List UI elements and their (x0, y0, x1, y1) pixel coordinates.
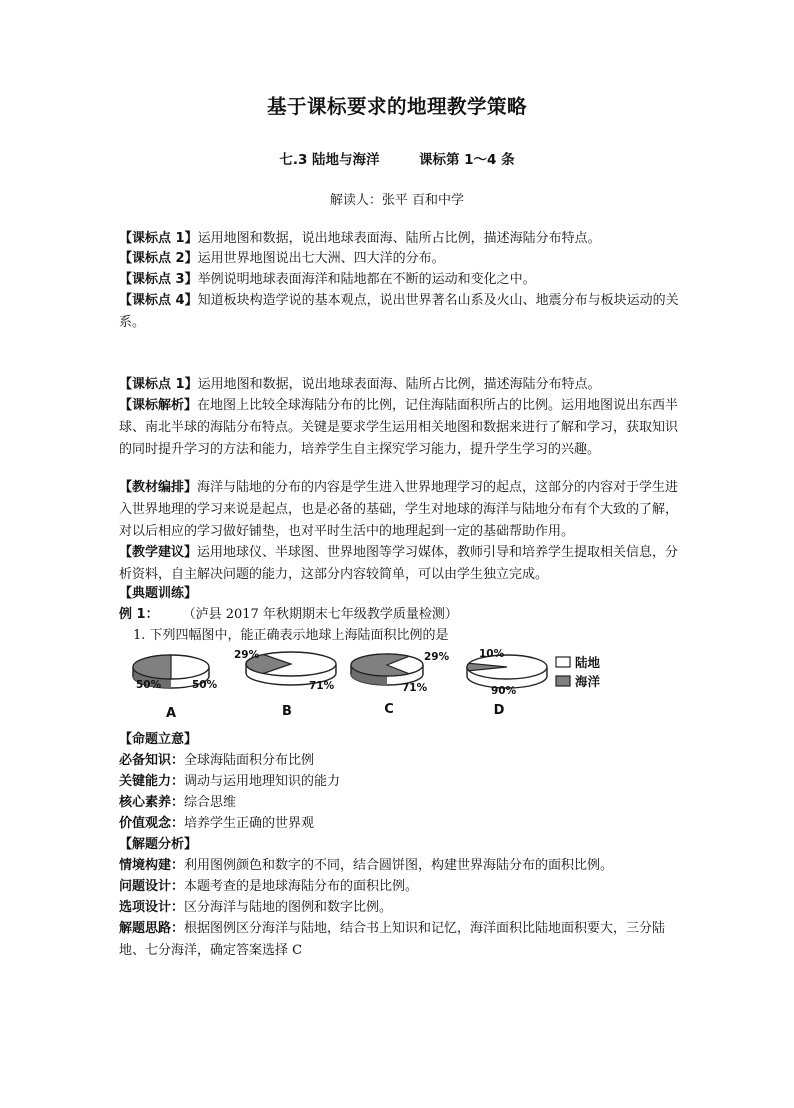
standard-tag: 【课标点 2】 (119, 251, 198, 266)
solution-item (119, 918, 679, 962)
solution-item (119, 855, 613, 877)
author-line: 解读人：张平 百和中学 (329, 193, 465, 208)
standard-text: 知道板块构造学说的基本观点，说出世界著名山系及火山、地震分布与板块运动的关系。 (119, 293, 679, 330)
example-label: 例 1： (119, 607, 159, 622)
point-tag: 【课标点 1】 (119, 377, 198, 392)
pie-percent-label: 90% (491, 685, 517, 697)
standard-text: 运用世界地图说出七大洲、四大洋的分布。 (197, 251, 445, 266)
pie-percent-label: 10% (479, 648, 505, 660)
intent-label: 价值观念： (119, 816, 185, 831)
standards-range: 课标第 1～4 条 (418, 152, 515, 168)
pie-percent-label: 50% (136, 679, 162, 691)
question-text: 1. 下列四幅图中，能正确表示地球上海陆面积比例的是 (133, 628, 449, 643)
intent-label: 关键能力： (119, 774, 185, 789)
legend-land-label: 陆地 (575, 655, 601, 670)
analysis-text: 在地图上比较全球海陆分布的比例，记住海陆面积所占的比例。运用地图说出东西半球、南北半球的海陆分布特点。关键是要求学生运用相关地图和数据来进行了解和学习，获取知识的同时提升学习的方法和能力，培养学生自主探究学习能力，提升学生学习的兴趣。 (119, 398, 679, 457)
legend-ocean-swatch (556, 676, 570, 686)
option-letter: B (282, 704, 292, 719)
option-letter: D (493, 703, 505, 718)
standard-text: 运用地图和数据，说出地球表面海、陆所占比例，描述海陆分布特点。 (197, 231, 601, 246)
legend-ocean-label: 海洋 (575, 674, 601, 689)
option-letter: C (384, 702, 394, 717)
pie-percent-label: 71% (402, 682, 428, 694)
analysis-tag: 【课标解析】 (119, 398, 198, 413)
legend-land-swatch (556, 657, 570, 667)
textbook-tag: 【教材编排】 (119, 480, 198, 495)
solution-item (119, 897, 392, 919)
solution-text: 区分海洋与陆地的图例和数字比例。 (184, 900, 393, 915)
suggestion-tag: 【教学建议】 (119, 545, 198, 560)
intent-item (119, 792, 236, 814)
intent-label: 必备知识： (119, 753, 185, 768)
pie-percent-label: 71% (309, 680, 335, 692)
intent-item (119, 750, 314, 772)
intent-item (119, 771, 340, 793)
standard-tag: 【课标点 1】 (119, 231, 198, 246)
intent-text: 培养学生正确的世界观 (184, 816, 315, 831)
solution-header: 【解题分析】 (119, 837, 198, 852)
suggestion-text: 运用地球仪、半球图、世界地图等学习媒体，教师引导和培养学生提取相关信息，分析资料，自主解决问题的能力，这部分内容较简单，可以由学生独立完成。 (119, 545, 679, 582)
solution-label: 解题思路： (119, 921, 185, 936)
standard-tag: 【课标点 3】 (119, 272, 198, 287)
solution-text: 根据图例区分海洋与陆地，结合书上知识和记忆，海洋面积比陆地面积要大，三分陆地、七分海洋，确定答案选择 C (119, 921, 666, 958)
example-source: （泸县 2017 年秋期期末七年级教学质量检测） (182, 607, 458, 622)
point-text: 运用地图和数据，说出地球表面海、陆所占比例，描述海陆分布特点。 (197, 377, 601, 392)
standard-text: 举例说明地球表面海洋和陆地都在不断的运动和变化之中。 (197, 272, 536, 287)
intent-label: 核心素养： (119, 795, 185, 810)
option-letter: A (165, 706, 177, 721)
standard-tag: 【课标点 4】 (119, 293, 198, 308)
solution-text: 利用图例颜色和数字的不同，结合圆饼图，构建世界海陆分布的面积比例。 (184, 858, 614, 873)
intent-text: 综合思维 (184, 795, 237, 810)
solution-label: 情境构建： (119, 858, 185, 873)
intent-item (119, 813, 314, 835)
pie-percent-label: 29% (234, 649, 260, 661)
solution-text: 本题考查的是地球海陆分布的面积比例。 (184, 879, 419, 894)
page-title: 基于课标要求的地理教学策略 (266, 95, 527, 118)
intent-text: 全球海陆面积分布比例 (184, 753, 315, 768)
pie-percent-label: 29% (424, 651, 450, 663)
textbook-text: 海洋与陆地的分布的内容是学生进入世界地理学习的起点，这部分的内容对于学生进入世界地理的学习来说是起点，也是必备的基础，学生对地球的海洋与陆地分布有个大致的了解，对以后相应的学习做好铺垫，也对平时生活中的地理起到一定的基础帮助作用。 (119, 480, 679, 539)
training-header: 【典题训练】 (119, 586, 198, 601)
solution-label: 选项设计： (119, 900, 185, 915)
intent-header: 【命题立意】 (119, 732, 198, 747)
intent-text: 调动与运用地理知识的能力 (184, 774, 341, 789)
solution-item (119, 876, 418, 898)
section-name: 七.3 陆地与海洋 (279, 152, 380, 168)
pie-percent-label: 50% (192, 679, 218, 691)
solution-label: 问题设计： (119, 879, 185, 894)
